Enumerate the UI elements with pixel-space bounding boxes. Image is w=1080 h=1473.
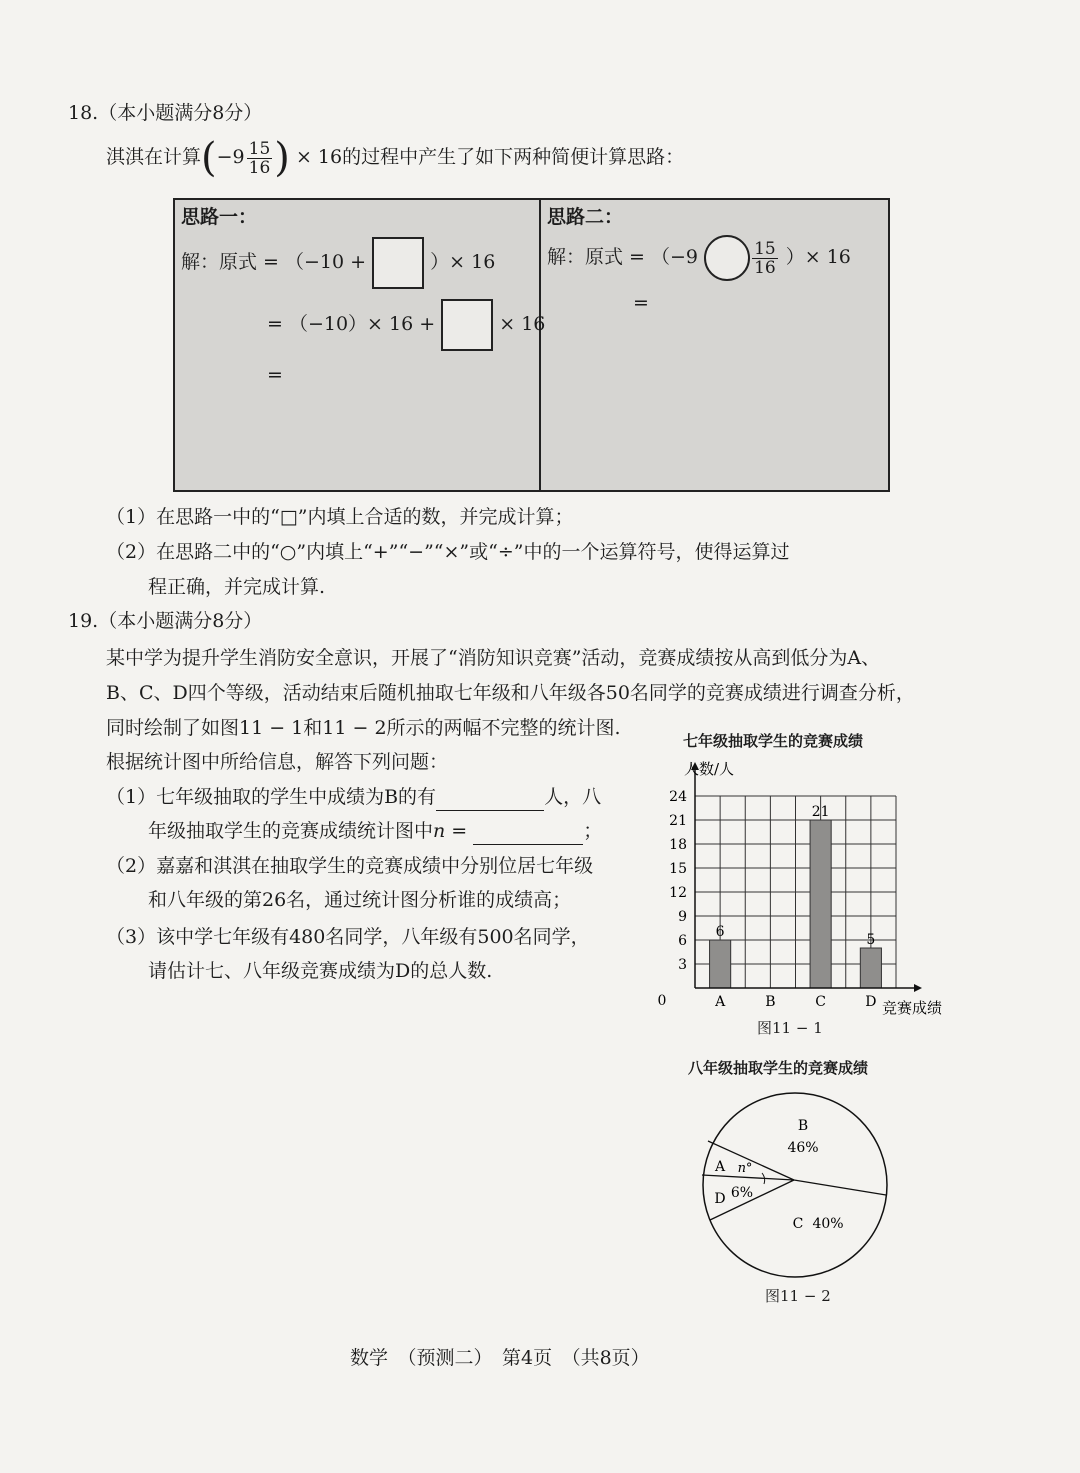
idea1-line1 [181,236,495,289]
answer-square-2[interactable] [441,299,493,351]
q18-sub2a: （2）在思路二中的“○”内填上“+”“−”“×”或“÷”中的一个运算符号，使得运算过 [106,541,790,563]
pie-label-B: B [797,1118,809,1134]
q19-s1b-eq: = [445,820,474,842]
bar-A [710,940,731,988]
answer-circle[interactable] [704,235,750,281]
q18-frac-num: 15 [248,138,271,159]
bar-data-label: 6 [715,924,725,940]
x-axis-arrow [914,984,922,992]
page-footer: 数学 （预测二） 第4页 （共8页） [350,1347,650,1369]
idea2-line1-a: 解：原式 = （−9 [547,246,699,268]
idea1-line2 [267,298,545,351]
bar-data-label: 5 [866,932,876,948]
idea2-line1-b: ）× 16 [785,246,851,268]
q19-s3a: （3）该中学七年级有480名同学，八年级有500名同学， [106,926,590,948]
pie-value-C: 40% [812,1216,844,1232]
bar-data-label: 21 [811,804,830,820]
y-tick-label: 18 [669,837,687,853]
idea1-line3: = [267,364,283,386]
idea1-line2-a: = （−10）× 16 + [267,313,436,335]
idea2-frac-num: 15 [754,238,776,259]
y-tick-label: 6 [678,933,687,949]
idea2-line2: = [633,292,649,314]
pie-label-C: C [792,1216,804,1232]
idea1-line2-b: × 16 [499,313,546,335]
y-tick-label: 15 [669,861,687,877]
x-tick-label: D [865,994,877,1010]
q19-s1b [148,818,602,845]
x-tick-label: A [715,994,726,1010]
q18-sub1: （1）在思路一中的“□”内填上合适的数，并完成计算； [106,506,574,528]
answer-square-1[interactable] [372,237,424,289]
q19-s1b-text1: 年级抽取学生的竞赛成绩统计图中 [148,820,434,842]
bar-C [810,820,831,988]
blank-grade7-b[interactable] [436,784,544,811]
pie-label-D: D [714,1191,726,1207]
q19-s1a-text1: （1）七年级抽取的学生中成绩为B的有 [106,786,437,808]
q19-s2a: （2）嘉嘉和淇淇在抽取学生的竞赛成绩中分别位居七年级 [106,855,594,877]
q19-p2: B、C、D四个等级，活动结束后随机抽取七年级和八年级各50名同学的竞赛成绩进行调查分析， [106,682,915,704]
y-tick-label: 24 [669,789,687,805]
y-tick-label: 21 [669,813,687,829]
idea2-line1 [547,234,851,281]
bar-categories [714,994,876,1010]
pie-chart [690,1085,900,1285]
bar-ylabel: 人数/人 [684,760,735,778]
x-tick-label: B [765,994,776,1010]
bar-chart-title: 七年级抽取学生的竞赛成绩 [683,732,864,750]
bar-xlabel: 竞赛成绩 [882,999,943,1017]
pie-chart-title: 八年级抽取学生的竞赛成绩 [688,1059,869,1077]
q18-mixed-int: −9 [216,146,245,168]
y-tick-label: 9 [678,909,687,925]
y-tick-label: 0 [657,993,667,1009]
q18-stem-a: 淇淇在计算 [106,146,202,168]
q19-s2b: 和八年级的第26名，通过统计图分析谁的成绩高； [148,889,572,911]
q19-p1: 某中学为提升学生消防安全意识，开展了“消防知识竞赛”活动，竞赛成绩按从高到低分为A、 [106,647,881,669]
idea2-title: 思路二： [547,206,624,228]
blank-n-value[interactable] [473,818,583,845]
idea1-line1-a: 解：原式 = （−10 + [181,251,367,273]
bar-ticks [658,789,688,1009]
idea1-title: 思路一： [181,206,258,228]
pie-slices [702,1093,887,1277]
solution-box [173,198,890,492]
idea1-line1-b: ）× 16 [430,251,496,273]
idea2-frac-den: 16 [754,257,776,278]
q19-s1a [106,784,601,811]
q18-frac-den: 16 [248,157,271,178]
q19-s1b-text3: ； [583,820,603,842]
pie-label-A: A [714,1159,726,1175]
pie-value-A: n° [737,1161,753,1176]
q19-s1a-text2: 人，八 [544,786,602,808]
idea2-fraction [752,240,778,277]
x-tick-label: C [815,994,826,1010]
bar-chart-caption: 图11 − 1 [757,1019,823,1037]
y-tick-label: 3 [678,957,687,973]
bar-D [860,948,881,988]
q19-s3b: 请估计七、八年级竞赛成绩为D的总人数. [148,960,493,982]
q19-header: 19.（本小题满分8分） [68,610,263,632]
pie-value-B: 46% [787,1140,819,1156]
q19-n-var: n [433,820,446,842]
paren-left: ( [201,135,217,181]
pie-value-D: 6% [730,1185,754,1201]
y-tick-label: 12 [669,885,687,901]
q18-stem [106,135,685,181]
q18-fraction [247,140,273,177]
pie-chart-caption: 图11 − 2 [765,1287,831,1305]
q18-sub2b: 程正确，并完成计算. [148,576,326,598]
bar-chart [640,756,970,1036]
q19-p4: 根据统计图中所给信息，解答下列问题： [106,751,449,773]
q18-header: 18.（本小题满分8分） [68,102,263,124]
q19-p3: 同时绘制了如图11 − 1和11 − 2所示的两幅不完整的统计图. [106,717,621,739]
q18-stem-b: × 16的过程中产生了如下两种简便计算思路： [295,146,685,168]
paren-right: ) [274,135,290,181]
